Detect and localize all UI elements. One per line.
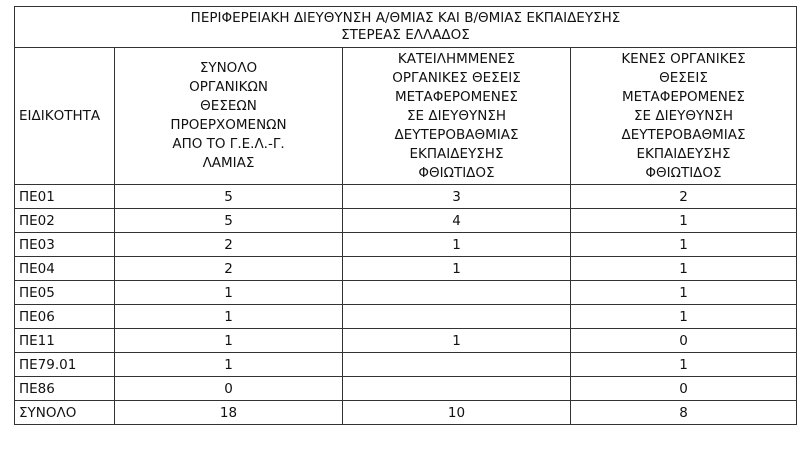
- header-line: ΑΠΟ ΤΟ Γ.Ε.Λ.-Γ.: [172, 136, 285, 152]
- header-line: ΘΕΣΕΩΝ: [200, 98, 257, 114]
- totals-vacant: 8: [571, 401, 797, 425]
- header-line: ΠΡΟΕΡΧΟΜΕΝΩΝ: [170, 117, 287, 133]
- header-line: ΣΕ ΔΙΕΥΘΥΝΣΗ: [407, 107, 506, 124]
- table-row: [15, 209, 797, 233]
- header-line: ΔΕΥΤΕΡΟΒΑΘΜΙΑΣ: [621, 126, 746, 143]
- cell-vacant: 1: [571, 281, 797, 305]
- cell-total: 1: [115, 305, 343, 329]
- cell-specialty: ΠΕ79.01: [15, 353, 115, 377]
- cell-occupied: [343, 377, 571, 401]
- header-specialty: ΕΙΔΙΚΟΤΗΤΑ: [15, 48, 115, 185]
- cell-occupied: [343, 305, 571, 329]
- header-vacant-positions: [571, 48, 797, 185]
- header-line: ΟΡΓΑΝΙΚΕΣ ΘΕΣΕΙΣ: [392, 69, 521, 86]
- cell-specialty: ΠΕ04: [15, 257, 115, 281]
- cell-occupied: 1: [343, 233, 571, 257]
- cell-total: 2: [115, 257, 343, 281]
- header-line: ΣΥΝΟΛΟ: [199, 60, 258, 76]
- cell-total: 1: [115, 329, 343, 353]
- cell-specialty: ΠΕ02: [15, 209, 115, 233]
- cell-vacant: 0: [571, 377, 797, 401]
- cell-specialty: ΠΕ06: [15, 305, 115, 329]
- header-line: ΦΘΙΩΤΙΔΟΣ: [645, 164, 722, 181]
- header-line: ΟΡΓΑΝΙΚΩΝ: [189, 79, 268, 95]
- header-line: ΣΕ ΔΙΕΥΘΥΝΣΗ: [634, 107, 733, 124]
- header-line: ΔΕΥΤΕΡΟΒΑΘΜΙΑΣ: [394, 126, 519, 143]
- table-row: [15, 353, 797, 377]
- table-title-line: ΠΕΡΙΦΕΡΕΙΑΚΗ ΔΙΕΥΘΥΝΣΗ Α/ΘΜΙΑΣ ΚΑΙ Β/ΘΜΙΑΣ ΕΚΠΑΙΔΕΥΣΗΣ: [190, 10, 621, 26]
- totals-total: 18: [115, 401, 343, 425]
- header-line: ΛΑΜΙΑΣ: [202, 155, 255, 171]
- totals-occupied: 10: [343, 401, 571, 425]
- cell-specialty: ΠΕ11: [15, 329, 115, 353]
- totals-row: [15, 401, 797, 425]
- header-line: ΕΚΠΑΙΔΕΥΣΗΣ: [636, 145, 731, 162]
- header-occupied-positions: [343, 48, 571, 185]
- cell-vacant: 2: [571, 185, 797, 209]
- cell-vacant: 1: [571, 305, 797, 329]
- cell-specialty: ΠΕ01: [15, 185, 115, 209]
- cell-total: 5: [115, 185, 343, 209]
- header-line: ΜΕΤΑΦΕΡΟΜΕΝΕΣ: [395, 88, 518, 105]
- header-total-positions: [115, 48, 343, 185]
- document-table-wrapper: [14, 6, 797, 425]
- table-row: [15, 257, 797, 281]
- header-line: ΦΘΙΩΤΙΔΟΣ: [418, 164, 495, 181]
- cell-total: 0: [115, 377, 343, 401]
- cell-vacant: 1: [571, 257, 797, 281]
- table-title: [15, 7, 797, 48]
- header-line: ΚΑΤΕΙΛΗΜΜΕΝΕΣ: [397, 50, 516, 67]
- header-line: ΚΕΝΕΣ ΟΡΓΑΝΙΚΕΣ: [621, 50, 746, 67]
- cell-occupied: 3: [343, 185, 571, 209]
- cell-total: 2: [115, 233, 343, 257]
- table-row: [15, 281, 797, 305]
- header-line: ΘΕΣΕΙΣ: [659, 69, 708, 86]
- cell-occupied: [343, 353, 571, 377]
- cell-occupied: 1: [343, 329, 571, 353]
- table-row: [15, 329, 797, 353]
- table-row: [15, 185, 797, 209]
- positions-table: [14, 6, 797, 425]
- cell-specialty: ΠΕ05: [15, 281, 115, 305]
- totals-label: ΣΥΝΟΛΟ: [15, 401, 115, 425]
- cell-vacant: 1: [571, 353, 797, 377]
- table-row: [15, 233, 797, 257]
- cell-occupied: [343, 281, 571, 305]
- table-row: [15, 305, 797, 329]
- header-line: ΜΕΤΑΦΕΡΟΜΕΝΕΣ: [622, 88, 745, 105]
- cell-total: 5: [115, 209, 343, 233]
- cell-occupied: 1: [343, 257, 571, 281]
- table-row: [15, 377, 797, 401]
- cell-specialty: ΠΕ86: [15, 377, 115, 401]
- cell-total: 1: [115, 353, 343, 377]
- cell-vacant: 1: [571, 209, 797, 233]
- header-line: ΕΚΠΑΙΔΕΥΣΗΣ: [409, 145, 504, 162]
- cell-vacant: 1: [571, 233, 797, 257]
- cell-occupied: 4: [343, 209, 571, 233]
- cell-specialty: ΠΕ03: [15, 233, 115, 257]
- cell-total: 1: [115, 281, 343, 305]
- cell-vacant: 0: [571, 329, 797, 353]
- table-title-line: ΣΤΕΡΕΑΣ ΕΛΛΑΔΟΣ: [341, 27, 470, 43]
